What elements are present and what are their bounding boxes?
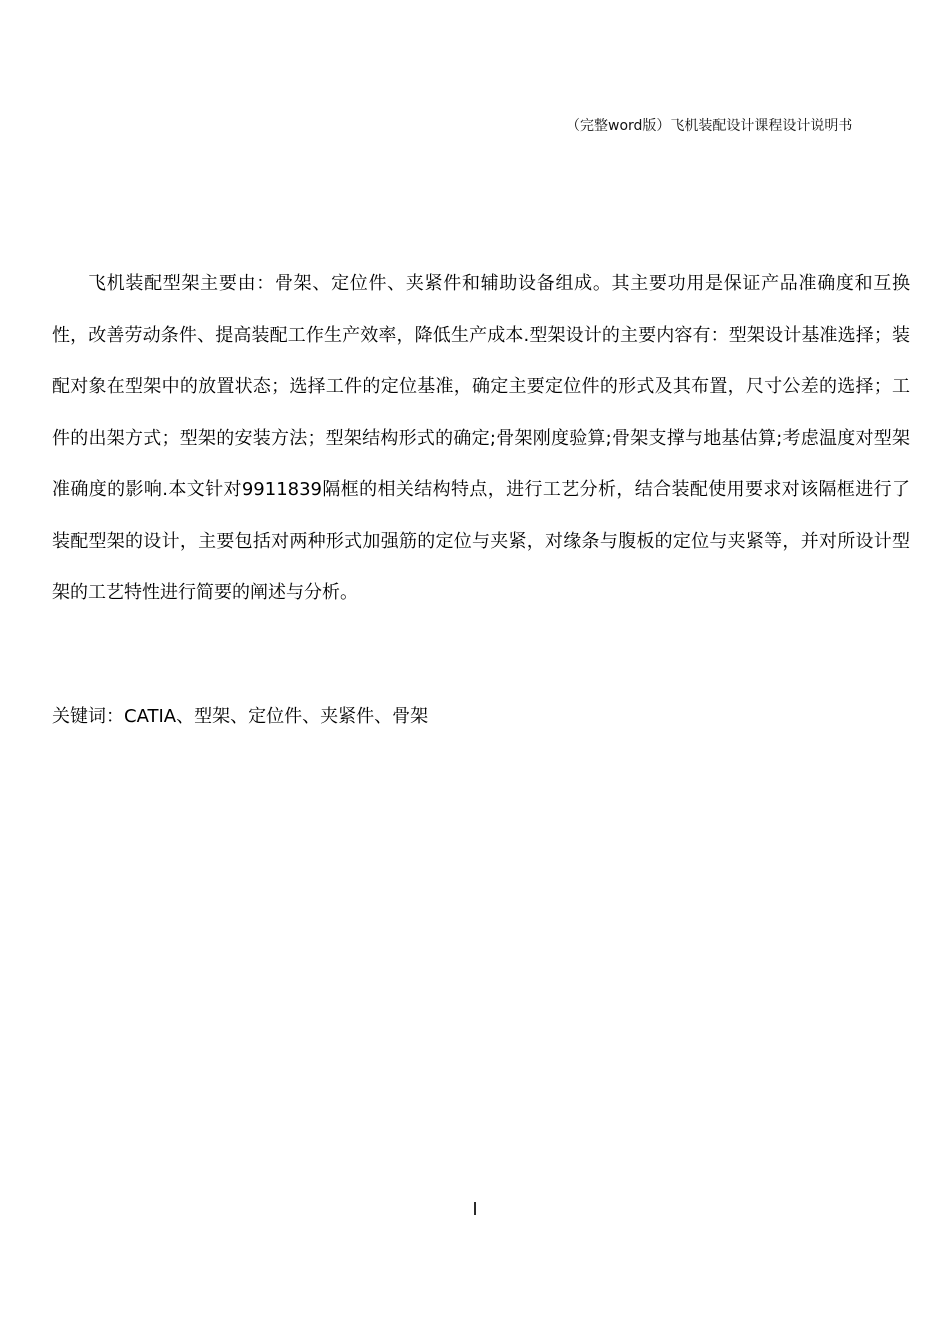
page-number: I bbox=[472, 1199, 478, 1219]
document-header-title: （完整word版）飞机装配设计课程设计说明书 bbox=[566, 118, 853, 134]
abstract-paragraph: 飞机装配型架主要由：骨架、定位件、夹紧件和辅助设备组成。其主要功用是保证产品准确度和互换性，改善劳动条件、提高装配工作生产效率，降低生产成本.型架设计的主要内容有：型架设计基准选择；装配对象在型架中的放置状态；选择工件的定位基准，确定主要定位件的形式及其布置，尺寸公差的选择；工件的出架方式；型架的安装方法；型架结构形式的确定;骨架刚度验算;骨架支撑与地基估算;考虑温度对型架准确度的影响.本文针对9911839隔框的相关结构特点，进行工艺分析，结合装配使用要求对该隔框进行了装配型架的设计，主要包括对两种形式加强筋的定位与夹紧，对缘条与腹板的定位与夹紧等，并对所设计型架的工艺特性进行简要的阐述与分析。 bbox=[52, 273, 910, 603]
keywords-line: 关键词：CATIA、型架、定位件、夹紧件、骨架 bbox=[52, 706, 429, 727]
